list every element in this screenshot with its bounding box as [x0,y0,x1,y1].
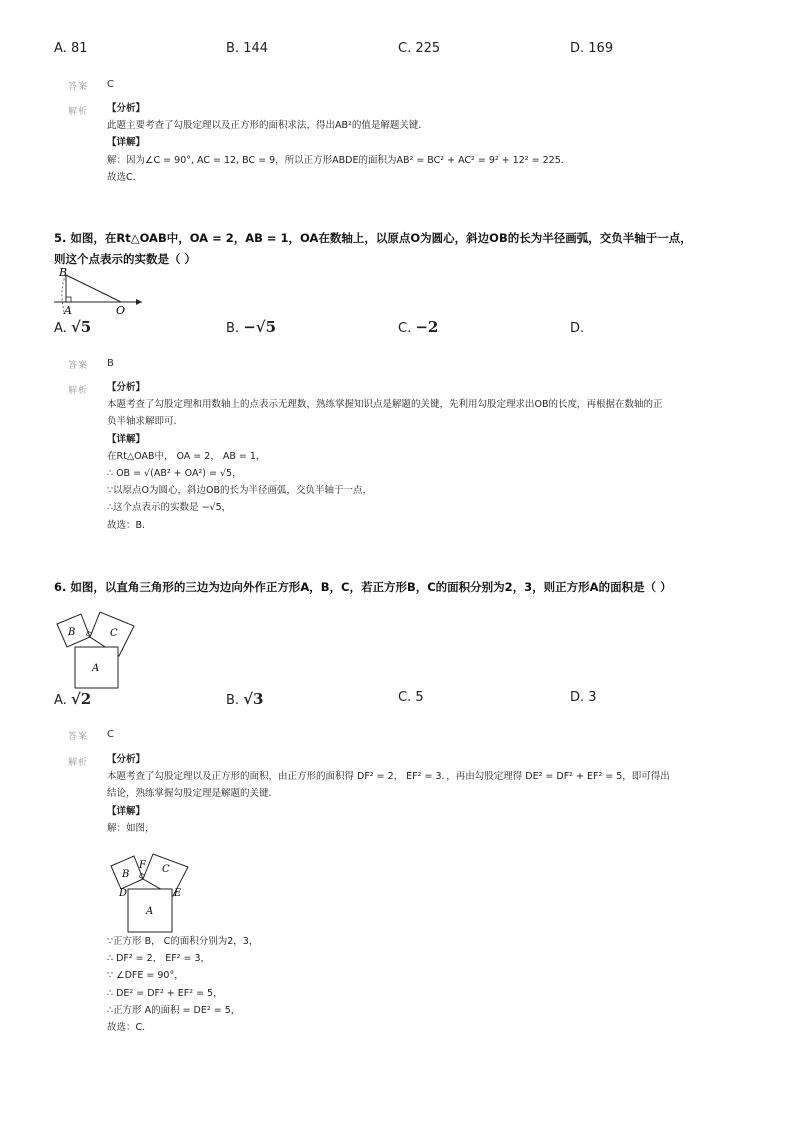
label-e: E [174,888,182,899]
q4-answer: C [107,79,114,90]
q6-option-b[interactable]: B. √3 [226,690,264,708]
label-b: B [122,869,130,880]
q5-stem-line2: 则这个点表示的实数是（ ） [54,252,197,266]
axis-arrow [136,299,142,305]
label-a: A [64,304,72,317]
q6-conclusion: 故选：C. [107,1022,146,1034]
q4-analysis-text: 此题主要考查了勾股定理以及正方形的面积求法，得出AB²的值是解题关键． [107,120,428,132]
q4-conclusion: 故选C. [107,171,136,183]
q4-explanation [107,100,737,186]
q5-analysis-label: 解析 [68,386,89,396]
q6-detail-line: ∴ DF² = 2， EF² = 3， [107,953,211,965]
label-o: O [116,304,126,317]
q4-analysis-tag: 【分析】 [107,103,146,114]
label-c: C [110,628,118,639]
q6-detail-intro: 解：如图， [107,822,155,834]
q5-analysis-line1: 本题考查了勾股定理和用数轴上的点表示无理数，熟练掌握知识点是解题的关键，先利用勾股定理求出OB的长度，再根据在数轴的正 [107,399,663,411]
right-angle-mark [66,297,71,302]
hypotenuse-ob [66,275,121,302]
q6-analysis-label: 解析 [68,758,89,768]
q5-conclusion: 故选：B. [107,519,146,531]
q6-analysis-line2: 结论，熟练掌握勾股定理是解题的关键． [107,788,279,800]
q4-detail-text: 解：因为∠C = 90°, AC = 12, BC = 9，所以正方形ABDE的面积为AB² = BC² + AC² = 9² + 12² = 225． [107,154,571,166]
q5-option-d[interactable]: D. [570,321,585,336]
q5-detail-line: 在Rt△OAB中， OA = 2， AB = 1， [107,450,266,462]
label-b: B [68,627,76,638]
label-c: C [162,864,170,875]
q5-answer: B [107,358,114,369]
q4-option-b[interactable]: B. 144 [226,41,269,56]
label-a: A [146,906,154,917]
q4-option-d[interactable]: D. 169 [570,41,614,56]
q6-answer-label: 答案 [68,732,89,742]
q6-detail-line: ∵正方形 B， C的面积分别为2，3， [107,936,259,947]
q5-answer-label: 答案 [68,361,89,371]
q6-figure [52,604,152,690]
q4-option-c[interactable]: C. 225 [398,41,441,56]
q6-detail-line: ∴ DE² = DF² + EF² = 5， [107,987,223,999]
q5-analysis-tag: 【分析】 [107,382,146,393]
q6-option-a[interactable]: A. √2 [54,690,92,708]
q5-detail-tag: 【详解】 [107,433,146,445]
q6-option-c[interactable]: C. 5 [398,690,424,705]
q4-option-a[interactable]: A. 81 [54,41,88,56]
q5-stem-line1: 5. 如图，在Rt△OAB中，OA = 2，AB = 1，OA在数轴上，以原点O为圆心，斜边OB的长为半径画弧，交负半轴于一点， [54,231,692,245]
q5-detail-line: ∵以原点O为圆心，斜边OB的长为半径画弧，交负半轴于一点， [107,485,373,497]
label-a: A [92,663,100,674]
q5-option-c[interactable]: C. −2 [398,318,439,336]
q5-option-b[interactable]: B. −√5 [226,318,277,336]
q6-detail-line: ∴正方形 A的面积 = DE² = 5， [107,1004,241,1016]
q5-explanation [107,379,737,534]
q6-detail-tag: 【详解】 [107,805,146,817]
q4-analysis-label: 解析 [68,107,89,117]
q5-analysis-line2: 负半轴求解即可. [107,416,177,428]
q6-analysis-tag: 【分析】 [107,754,146,765]
q5-option-a[interactable]: A. √5 [54,318,92,336]
q6-detail [107,933,737,1036]
label-d: D [119,888,128,899]
q6-explanation [107,751,737,837]
q6-option-d[interactable]: D. 3 [570,690,597,705]
q5-stem [54,228,744,270]
q6-analysis-line1: 本题考查了勾股定理以及正方形的面积，由正方形的面积得 DF² = 2， EF² = 3．，再由勾股定理得 DE² = DF² + EF² = 5，即可得出 [107,771,670,783]
label-f: F [139,860,146,871]
q6-stem [54,577,744,598]
q4-detail-tag: 【详解】 [107,137,146,149]
q6-solution-figure [108,846,198,934]
q5-detail-line: ∴ OB = √(AB² + OA²) = √5， [107,468,242,480]
q5-figure [52,266,152,318]
q6-stem-text: 6. 如图，以直角三角形的三边为边向外作正方形A，B，C，若正方形B，C的面积分别为2，3，则正方形A的面积是（ ） [54,580,672,594]
label-b: B [59,266,68,279]
q6-detail-line: ∵ ∠DFE = 90°， [107,970,184,982]
q5-detail-line: ∴这个点表示的实数是 −√5， [107,502,232,514]
q4-answer-label: 答案 [68,82,89,92]
q6-answer: C [107,729,114,740]
